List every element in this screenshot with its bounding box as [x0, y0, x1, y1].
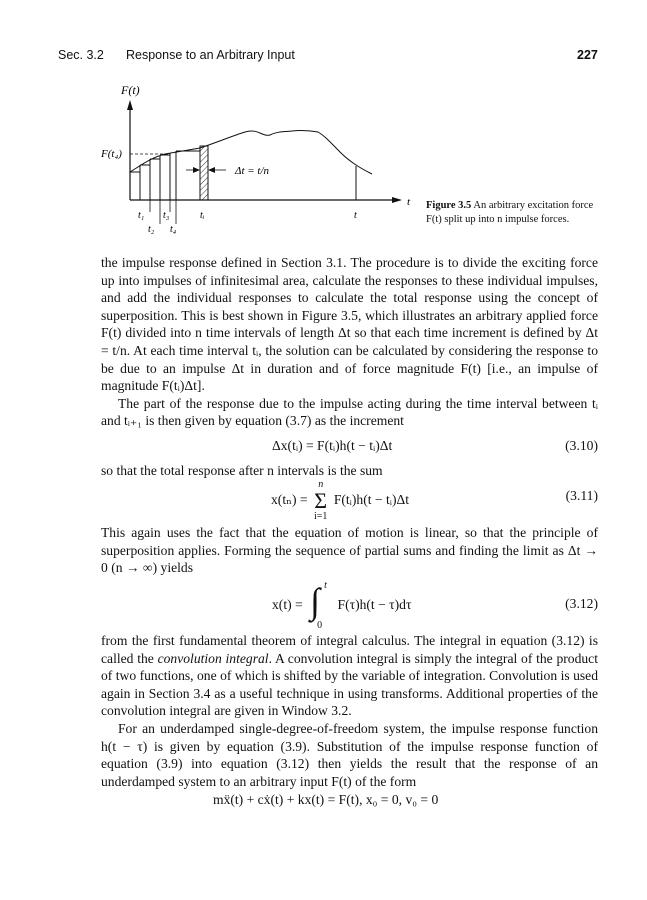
y-axis-label: F(t): [121, 83, 140, 97]
tick-label-t4: t₄: [170, 224, 177, 235]
paragraph-2: The part of the response due to the impulse acting during the time interval between tᵢ and tᵢ₊₁ is then given by equation (3.7) as the increment: [101, 395, 598, 429]
eq312-rhs: F(τ)h(t − τ)dτ: [337, 597, 412, 613]
y-axis-arrow: [127, 100, 133, 110]
caption-label: Figure 3.5: [426, 200, 472, 211]
paragraph-6: For an underdamped single-degree-of-freedom system, the impulse response function h(t − τ) is given by equation (3.9). Substitution of the impulse response function of equation (3.9) into equation (3.12) then yields the result that the response of an underdamped system to an arbitrary input F(t) of the form: [101, 720, 598, 789]
caption-text: An arbitrary excitation force F(t) split up into n impulse forces.: [426, 200, 594, 225]
x-axis-arrow: [392, 197, 402, 203]
running-title: Response to an Arbitrary Input: [126, 48, 295, 62]
paragraph-3: so that the total response after n intervals is the sum: [101, 463, 383, 478]
dt-arrow-right: [193, 167, 200, 173]
eq312-lhs: x(t) =: [272, 597, 303, 613]
section-number: Sec. 3.2: [58, 48, 104, 62]
equation-3-11: [271, 479, 409, 523]
hatched-impulse: [200, 146, 208, 200]
tick-label-t: t: [354, 210, 357, 221]
page-number: 227: [577, 48, 598, 62]
integral-symbol: [308, 580, 332, 631]
equation-number-3-12: (3.12): [565, 596, 598, 611]
level-label: F(t₄): [101, 148, 122, 160]
equation-3-10: Δx(tᵢ) = F(tᵢ)h(t − tᵢ)Δt: [272, 438, 393, 453]
paragraph-5-start: from the first fundamental theorem of integral calculus. The integral in equation (3.12) is called the: [101, 633, 598, 666]
x-axis-label: t: [407, 196, 411, 208]
paragraph-5-end: . A convolution integral is simply the integral of the product of two functions, one of which is shifted by the variable of integration. Convolution is used again in Section 3.4 as a useful technique in using transforms. Additional properties of the convolution integral are given in Window 3.2.: [101, 650, 598, 719]
eq311-rhs: F(tᵢ)h(t − tᵢ)Δt: [333, 492, 410, 508]
sum-upper-limit: n: [318, 479, 324, 490]
eq311-lhs: x(tₙ) =: [271, 492, 308, 508]
paragraph-5: [101, 632, 598, 720]
sum-lower-limit: i=1: [313, 511, 328, 522]
dt-arrow-left: [208, 167, 215, 173]
equation-of-motion: mẍ(t) + cẋ(t) + kx(t) = F(t), x₀ = 0, v₀ = 0: [213, 792, 439, 807]
tick-label-t1: t₁: [138, 210, 145, 221]
integral-sign: ∫: [310, 581, 320, 621]
integral-upper-limit: t: [324, 580, 327, 591]
dt-label: Δt = t/n: [235, 165, 270, 177]
tick-label-ti: tᵢ: [200, 210, 205, 221]
integral-lower-limit: 0: [317, 620, 323, 631]
summation-symbol: [314, 479, 327, 523]
figure-caption: [426, 199, 604, 226]
sigma: Σ: [314, 488, 328, 513]
equation-number-3-10: (3.10): [565, 438, 598, 453]
equation-number-3-11: (3.11): [565, 488, 598, 503]
tick-label-t3: t₃: [163, 210, 170, 221]
equation-3-12: [272, 580, 412, 631]
paragraph-4: This again uses the fact that the equation of motion is linear, so that the principle of superposition applies. Forming the sequence of partial sums and finding the limit as Δt → 0 (n → ∞) yields: [101, 525, 598, 576]
term-convolution-integral: convolution integral: [157, 650, 269, 666]
tick-label-t2: t₂: [148, 224, 155, 235]
paragraph-1: the impulse response defined in Section 3.1. The procedure is to divide the exciting force up into impulses of infinitesimal area, calculate the responses to these individual impulses, and add the individual responses to calculate the total response using the concept of superposition. This is best shown in Figure 3.5, which illustrates an arbitrary applied force F(t) divided into n time intervals of length Δt so that each time increment is defined by Δt = t/n. At each time interval tᵢ, the solution can be calculated by considering the response to be due to an impulse Δt in duration and of force magnitude F(t) [i.e., an impulse of magnitude F(tᵢ)Δt].: [101, 255, 598, 394]
